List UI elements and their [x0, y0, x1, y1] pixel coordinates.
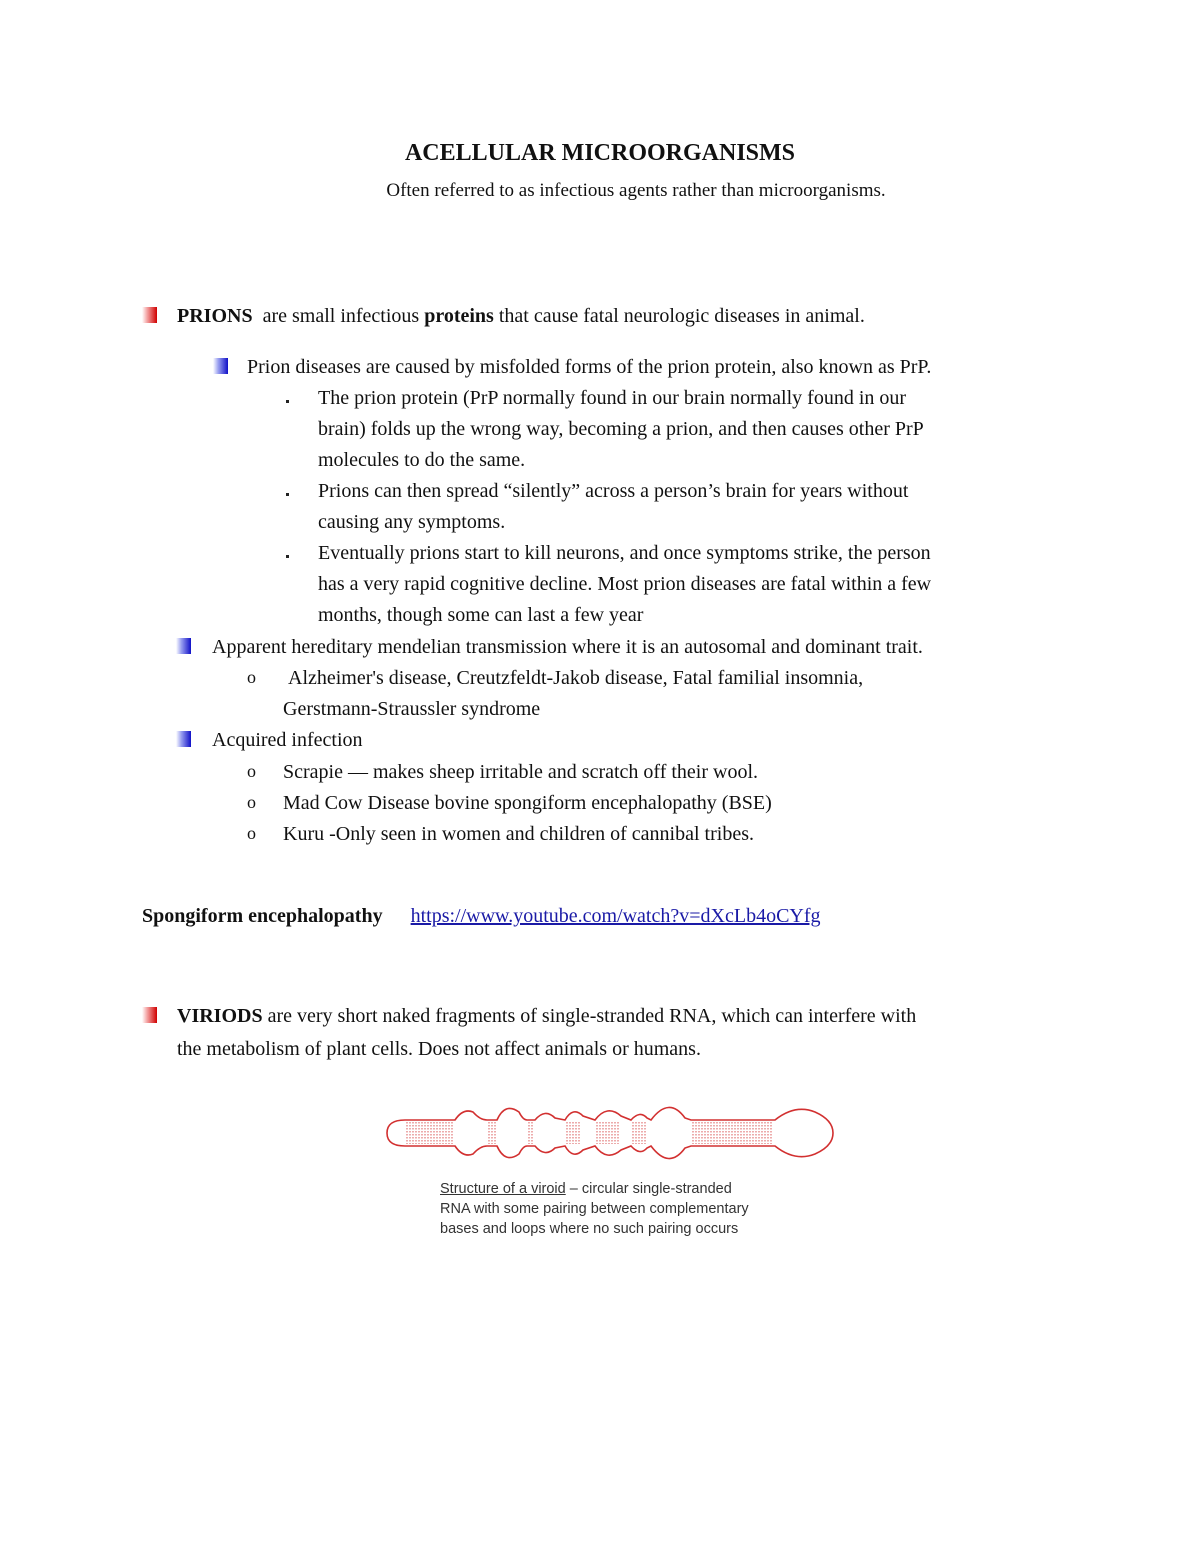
acquired-example: Scrapie — makes sheep irritable and scratch off their wool. [283, 761, 759, 783]
prions-text-after: that cause fatal neurologic diseases in animal. [498, 305, 865, 327]
blue-square-bullet-icon [176, 638, 191, 654]
viroids-line-1 [177, 1001, 916, 1032]
red-square-bullet-icon [142, 307, 157, 323]
misfolded-statement: Prion diseases are caused by misfolded forms of the prion protein, also known as PrP. [247, 356, 932, 378]
detail-line: has a very rapid cognitive decline. Most prion diseases are fatal within a few [318, 573, 932, 595]
acquired-statement: Acquired infection [212, 729, 363, 751]
small-square-bullet-icon [286, 400, 289, 403]
viroid-structure-diagram [385, 1098, 845, 1168]
page-title: ACELLULAR MICROORGANISMS [404, 140, 796, 166]
viroids-line-2: the metabolism of plant cells. Does not affect animals or humans. [177, 1038, 701, 1060]
small-square-bullet-icon [286, 555, 289, 558]
detail-line: Eventually prions start to kill neurons, and once symptoms strike, the person [318, 542, 931, 564]
detail-line: months, though some can last a few year [318, 604, 644, 626]
prions-text-before: are small infectious [262, 305, 420, 327]
detail-line: causing any symptoms. [318, 511, 506, 533]
blue-square-bullet-icon [176, 731, 191, 747]
small-square-bullet-icon [286, 493, 289, 496]
figure-caption [440, 1179, 749, 1239]
page-subtitle: Often referred to as infectious agents rather than microorganisms. [386, 180, 886, 201]
acquired-example: Kuru -Only seen in women and children of cannibal tribes. [283, 823, 754, 845]
spongiform-row [142, 901, 821, 932]
red-square-bullet-icon [142, 1007, 157, 1023]
detail-line: The prion protein (PrP normally found in our brain normally found in our [318, 387, 907, 409]
caption-underlined: Structure of a viroid [440, 1181, 566, 1197]
spongiform-label: Spongiform encephalopathy [142, 905, 383, 927]
detail-line: brain) folds up the wrong way, becoming a prion, and then causes other PrP [318, 418, 924, 440]
hereditary-statement: Apparent hereditary mendelian transmission where it is an autosomal and dominant trait. [212, 636, 923, 658]
circle-bullet-icon: o [247, 761, 256, 781]
prions-term: PRIONS [177, 305, 253, 327]
viroids-text: are very short naked fragments of single-stranded RNA, which can interfere with [267, 1005, 917, 1027]
detail-line: molecules to do the same. [318, 449, 526, 471]
caption-line: RNA with some pairing between complementary [440, 1201, 749, 1217]
youtube-link[interactable]: https://www.youtube.com/watch?v=dXcLb4oCYfg [410, 905, 821, 927]
blue-square-bullet-icon [213, 358, 228, 374]
hereditary-example: Gerstmann-Straussler syndrome [283, 698, 541, 720]
circle-bullet-icon: o [247, 667, 256, 687]
prions-bold-word: proteins [424, 305, 494, 327]
circle-bullet-icon: o [247, 823, 256, 843]
caption-line: bases and loops where no such pairing occurs [440, 1221, 739, 1237]
viroids-term: VIRIODS [177, 1005, 263, 1027]
caption-rest: – circular single-stranded [565, 1181, 732, 1197]
hereditary-example: Alzheimer's disease, Creutzfeldt-Jakob disease, Fatal familial insomnia, [288, 667, 864, 689]
detail-line: Prions can then spread “silently” across a person’s brain for years without [318, 480, 909, 502]
circle-bullet-icon: o [247, 792, 256, 812]
prions-intro [177, 301, 865, 332]
acquired-example: Mad Cow Disease bovine spongiform encephalopathy (BSE) [283, 792, 772, 814]
